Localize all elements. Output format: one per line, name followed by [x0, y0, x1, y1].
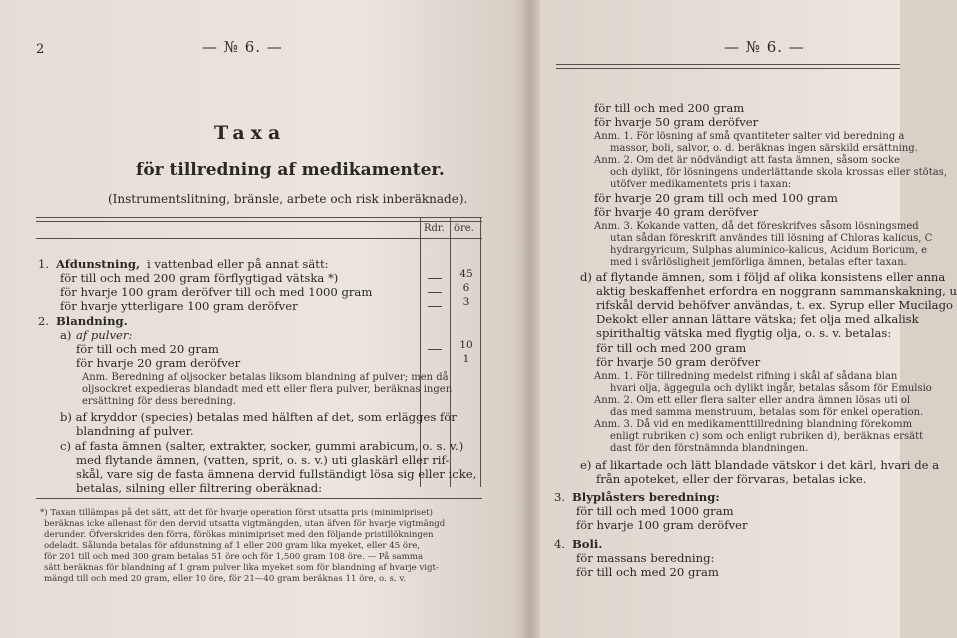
paragraph-line: spirithaltig vätska med flygtig olja, o. s. v. betalas:: [596, 326, 892, 340]
annotation: utöfver medikamentets pris i taxan:: [610, 179, 792, 190]
tariff-line: för hvarje 40 gram deröfver: [594, 205, 759, 219]
annotation: hydrargyricum, Sulphas aluminico-kalicus, Acidum Boricum, e: [610, 245, 928, 256]
issue-label: — № 6. —: [202, 38, 283, 56]
section-heading: Afdunstning,: [56, 257, 141, 271]
price-value: 45: [459, 268, 473, 280]
annotation: utan sådan föreskrift användes till lösning af Chloras kalicus, C: [610, 233, 933, 244]
paragraph-line: d) af flytande ämnen, som i följd af olika konsistens eller anna: [580, 270, 946, 284]
column-header-rdr: Rdr.: [424, 223, 445, 234]
tariff-line: för hvarje 100 gram deröfver: [576, 518, 748, 532]
tariff-line: för till och med 200 gram förflygtigad vätska *): [60, 271, 339, 285]
footnote-line: mängd till och med 20 gram, eller 10 öre, för 21—40 gram beräknas 11 öre, o. s. v.: [44, 574, 406, 584]
annotation: massor, boli, salvor, o. d. beräknas ingen särskild ersättning.: [610, 143, 918, 154]
page-number: 2: [36, 42, 45, 57]
subsection-label: a): [60, 328, 72, 342]
tariff-line: för hvarje 20 gram till och med 100 gram: [594, 191, 838, 205]
price-value: 6: [462, 282, 470, 294]
subsection-title: af pulver:: [76, 328, 133, 342]
price-value: 10: [459, 339, 473, 351]
section-number: 3.: [554, 490, 566, 504]
annotation: Anm. 3. Kokande vatten, då det föreskrifves såsom lösningsmed: [594, 221, 919, 232]
annotation: Anm. 2. Om det är nödvändigt att fasta ämnen, såsom socke: [594, 155, 901, 166]
section-number: 1.: [38, 257, 50, 271]
annotation: Anm. 1. För tillredning medelst rifning i skål af sådana blan: [594, 371, 898, 382]
footnote-line: beräknas icke allenast för den dervid utsatta vigtmängden, utan äfven för hvarje vigtmängd: [44, 519, 446, 529]
section-heading: Blyplåsters beredning:: [572, 490, 720, 504]
annotation: das med samma menstruum, betalas som för enkel operation.: [610, 407, 924, 418]
right-page: [540, 0, 957, 638]
section-heading-rest: i vattenbad eller på annat sätt:: [147, 257, 329, 271]
table-top-rule: [36, 217, 482, 218]
page-fold: [520, 0, 540, 638]
dash: [428, 306, 442, 307]
section-heading: Blandning.: [56, 314, 128, 328]
annotation: med i svårlösligheit jemförliga ämnen, betalas efter taxan.: [610, 257, 907, 268]
column-divider-3: [480, 217, 481, 487]
tariff-line: för hvarje ytterligare 100 gram deröfver: [60, 299, 298, 313]
tariff-line: för till och med 200 gram: [596, 341, 747, 355]
annotation: dast för den förstnämnda blandningen.: [610, 443, 809, 454]
paragraph-line: e) af likartade och lätt blandade vätskor i det kärl, hvari de a: [580, 458, 940, 472]
section-number: 4.: [554, 537, 566, 551]
top-rule: [556, 64, 900, 65]
top-rule-2: [556, 68, 900, 69]
annotation: Anm. 1. För lösning af små qvantiteter salter vid beredning a: [594, 131, 905, 142]
annotation: oljsockret expedieras blandadt med ett eller flera pulver, beräknas ingen: [82, 384, 453, 395]
annotation: enligt rubriken c) som och enligt rubriken d), beräknas ersätt: [610, 431, 924, 442]
paragraph-line: Dekokt eller annan lättare vätska; fet olja med alkalisk: [596, 312, 919, 326]
price-value: 1: [462, 353, 470, 365]
issue-label: — № 6. —: [724, 38, 805, 56]
document-note: (Instrumentslitning, bränsle, arbete och risk inberäknade).: [108, 192, 468, 206]
paragraph-line: aktig beskaffenhet erfordra en noggrann sammanskakning, u: [596, 284, 957, 298]
paragraph-line: med flytande ämnen, (vatten, sprit, o. s. v.) uti glaskärl eller rif-: [76, 453, 450, 467]
annotation: och dylikt, för lösningens underlättande skola krossas eller stötas,: [610, 167, 947, 178]
paragraph-line: betalas, silning eller filtrering oberäknad:: [76, 481, 323, 495]
paragraph-line: blandning af pulver.: [76, 424, 194, 438]
paragraph-line: c) af fasta ämnen (salter, extrakter, socker, gummi arabicum, o. s. v.): [60, 439, 464, 453]
footnote-line: *) Taxan tillämpas på det sätt, att det för hvarje operation först utsatta pris (minimipriset): [40, 508, 433, 518]
column-header-ore: öre.: [454, 223, 474, 234]
header-rule: [36, 238, 482, 239]
dash: [428, 292, 442, 293]
annotation: hvari olja, äggegula och dylikt ingår, betalas såsom för Emulsio: [610, 383, 932, 394]
price-value: 3: [462, 296, 470, 308]
tariff-line: för hvarje 50 gram deröfver: [596, 355, 761, 369]
annotation: Anm. 3. Då vid en medikamenttillredning blandning förekomm: [594, 419, 913, 430]
dash: [428, 349, 442, 350]
tariff-line: för till och med 20 gram: [76, 342, 219, 356]
annotation: ersättning för dess beredning.: [82, 396, 237, 407]
table-top-rule-2: [36, 221, 482, 222]
paragraph-line: från apoteket, eller der förvaras, betalas icke.: [596, 472, 867, 486]
paragraph-line: skål, vare sig de fasta ämnena dervid fullständigt lösa sig eller icke,: [76, 467, 477, 481]
footnote-line: odeladt. Sålunda betalas för afdunstning af 1 eller 200 gram lika myeket, eller 45 öre,: [44, 541, 421, 551]
tariff-line: för till och med 1000 gram: [576, 504, 734, 518]
tariff-line: för hvarje 100 gram deröfver till och med 1000 gram: [60, 285, 373, 299]
paragraph-line: b) af kryddor (species) betalas med hälften af det, som erlägges för: [60, 410, 457, 424]
section-number: 2.: [38, 314, 50, 328]
section-heading: Boli.: [572, 537, 603, 551]
tariff-line: för till och med 20 gram: [576, 565, 719, 579]
dash: [428, 278, 442, 279]
paragraph-line: rifskål dervid behöfver användas, t. ex. Syrup eller Mucilago: [596, 298, 953, 312]
footnote-line: sätt beräknas för blandning af 1 gram pulver lika myeket som för blandning af hvarje vigt-: [44, 563, 439, 573]
tariff-line: för hvarje 20 gram deröfver: [76, 356, 241, 370]
footnote-rule: [36, 498, 482, 499]
annotation: Anm. Beredning af oljsocker betalas liksom blandning af pulver; men då: [82, 372, 449, 383]
document-subtitle: för tillredning af medikamenter.: [136, 160, 445, 180]
footnote-line: för 201 till och med 300 gram betalas 51 öre och för 1,500 gram 108 öre. — På samma: [44, 552, 424, 562]
footnote-line: derunder. Öfverskrides den förra, förökas minimipriset med den följande pristillökningen: [44, 530, 434, 540]
tariff-line: för massans beredning:: [576, 551, 715, 565]
document-title: Taxa: [214, 122, 287, 144]
annotation: Anm. 2. Om ett eller flera salter eller andra ämnen lösas uti ol: [594, 395, 911, 406]
tariff-line: för hvarje 50 gram deröfver: [594, 115, 759, 129]
tariff-line: för till och med 200 gram: [594, 101, 745, 115]
